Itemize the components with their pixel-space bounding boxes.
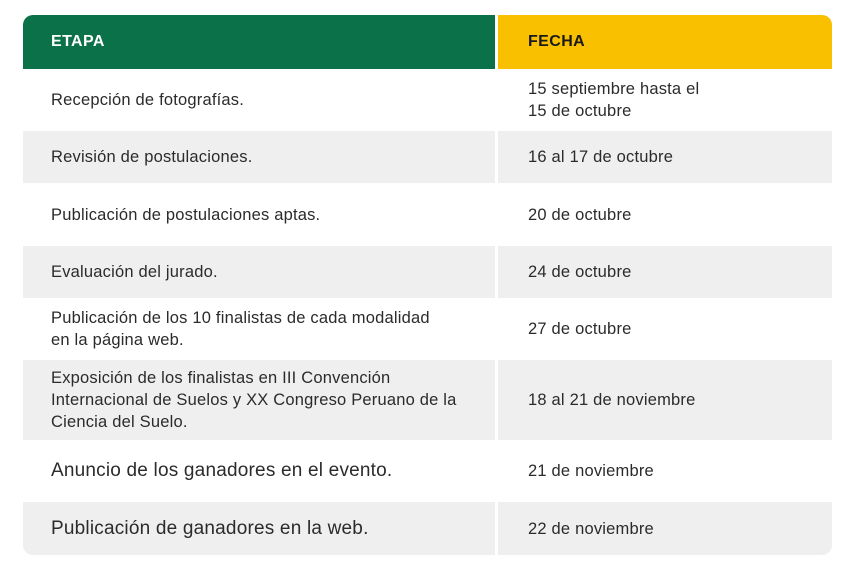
- table-row: [23, 131, 832, 183]
- date-cell: 16 al 17 de octubre: [528, 148, 674, 166]
- stage-cell: Revisión de postulaciones.: [51, 148, 253, 166]
- table-row: [23, 69, 832, 130]
- table-row: [23, 360, 832, 440]
- stage-cell: Publicación de postulaciones aptas.: [51, 206, 321, 224]
- schedule-table: [23, 15, 832, 555]
- table-row: [23, 502, 832, 555]
- table-row: [23, 185, 832, 245]
- date-cell: 15 septiembre hasta el 15 de octubre: [528, 79, 700, 120]
- stage-cell: Evaluación del jurado.: [51, 263, 218, 281]
- date-cell: 24 de octubre: [528, 263, 632, 281]
- date-cell: 27 de octubre: [528, 320, 632, 338]
- date-cell: 20 de octubre: [528, 206, 632, 224]
- table-header: [23, 15, 832, 69]
- table-row: [23, 246, 832, 298]
- date-cell: 21 de noviembre: [528, 462, 654, 480]
- stage-cell: Recepción de fotografías.: [51, 90, 245, 109]
- date-cell: 22 de noviembre: [528, 519, 654, 538]
- stage-cell: Publicación de los 10 finalistas de cada modalidad en la página web.: [51, 309, 430, 349]
- stage-cell: Publicación de ganadores en la web.: [51, 517, 369, 539]
- header-date: FECHA: [498, 15, 832, 69]
- stage-cell: Exposición de los finalistas en III Convención Internacional de Suelos y XX Congreso Peruano de la Ciencia del Suelo.: [51, 369, 457, 431]
- header-stage: ETAPA: [23, 15, 495, 69]
- table-row: [23, 441, 832, 501]
- table-row: [23, 299, 832, 359]
- date-cell: 18 al 21 de noviembre: [528, 391, 696, 409]
- stage-cell: Anuncio de los ganadores en el evento.: [51, 460, 393, 481]
